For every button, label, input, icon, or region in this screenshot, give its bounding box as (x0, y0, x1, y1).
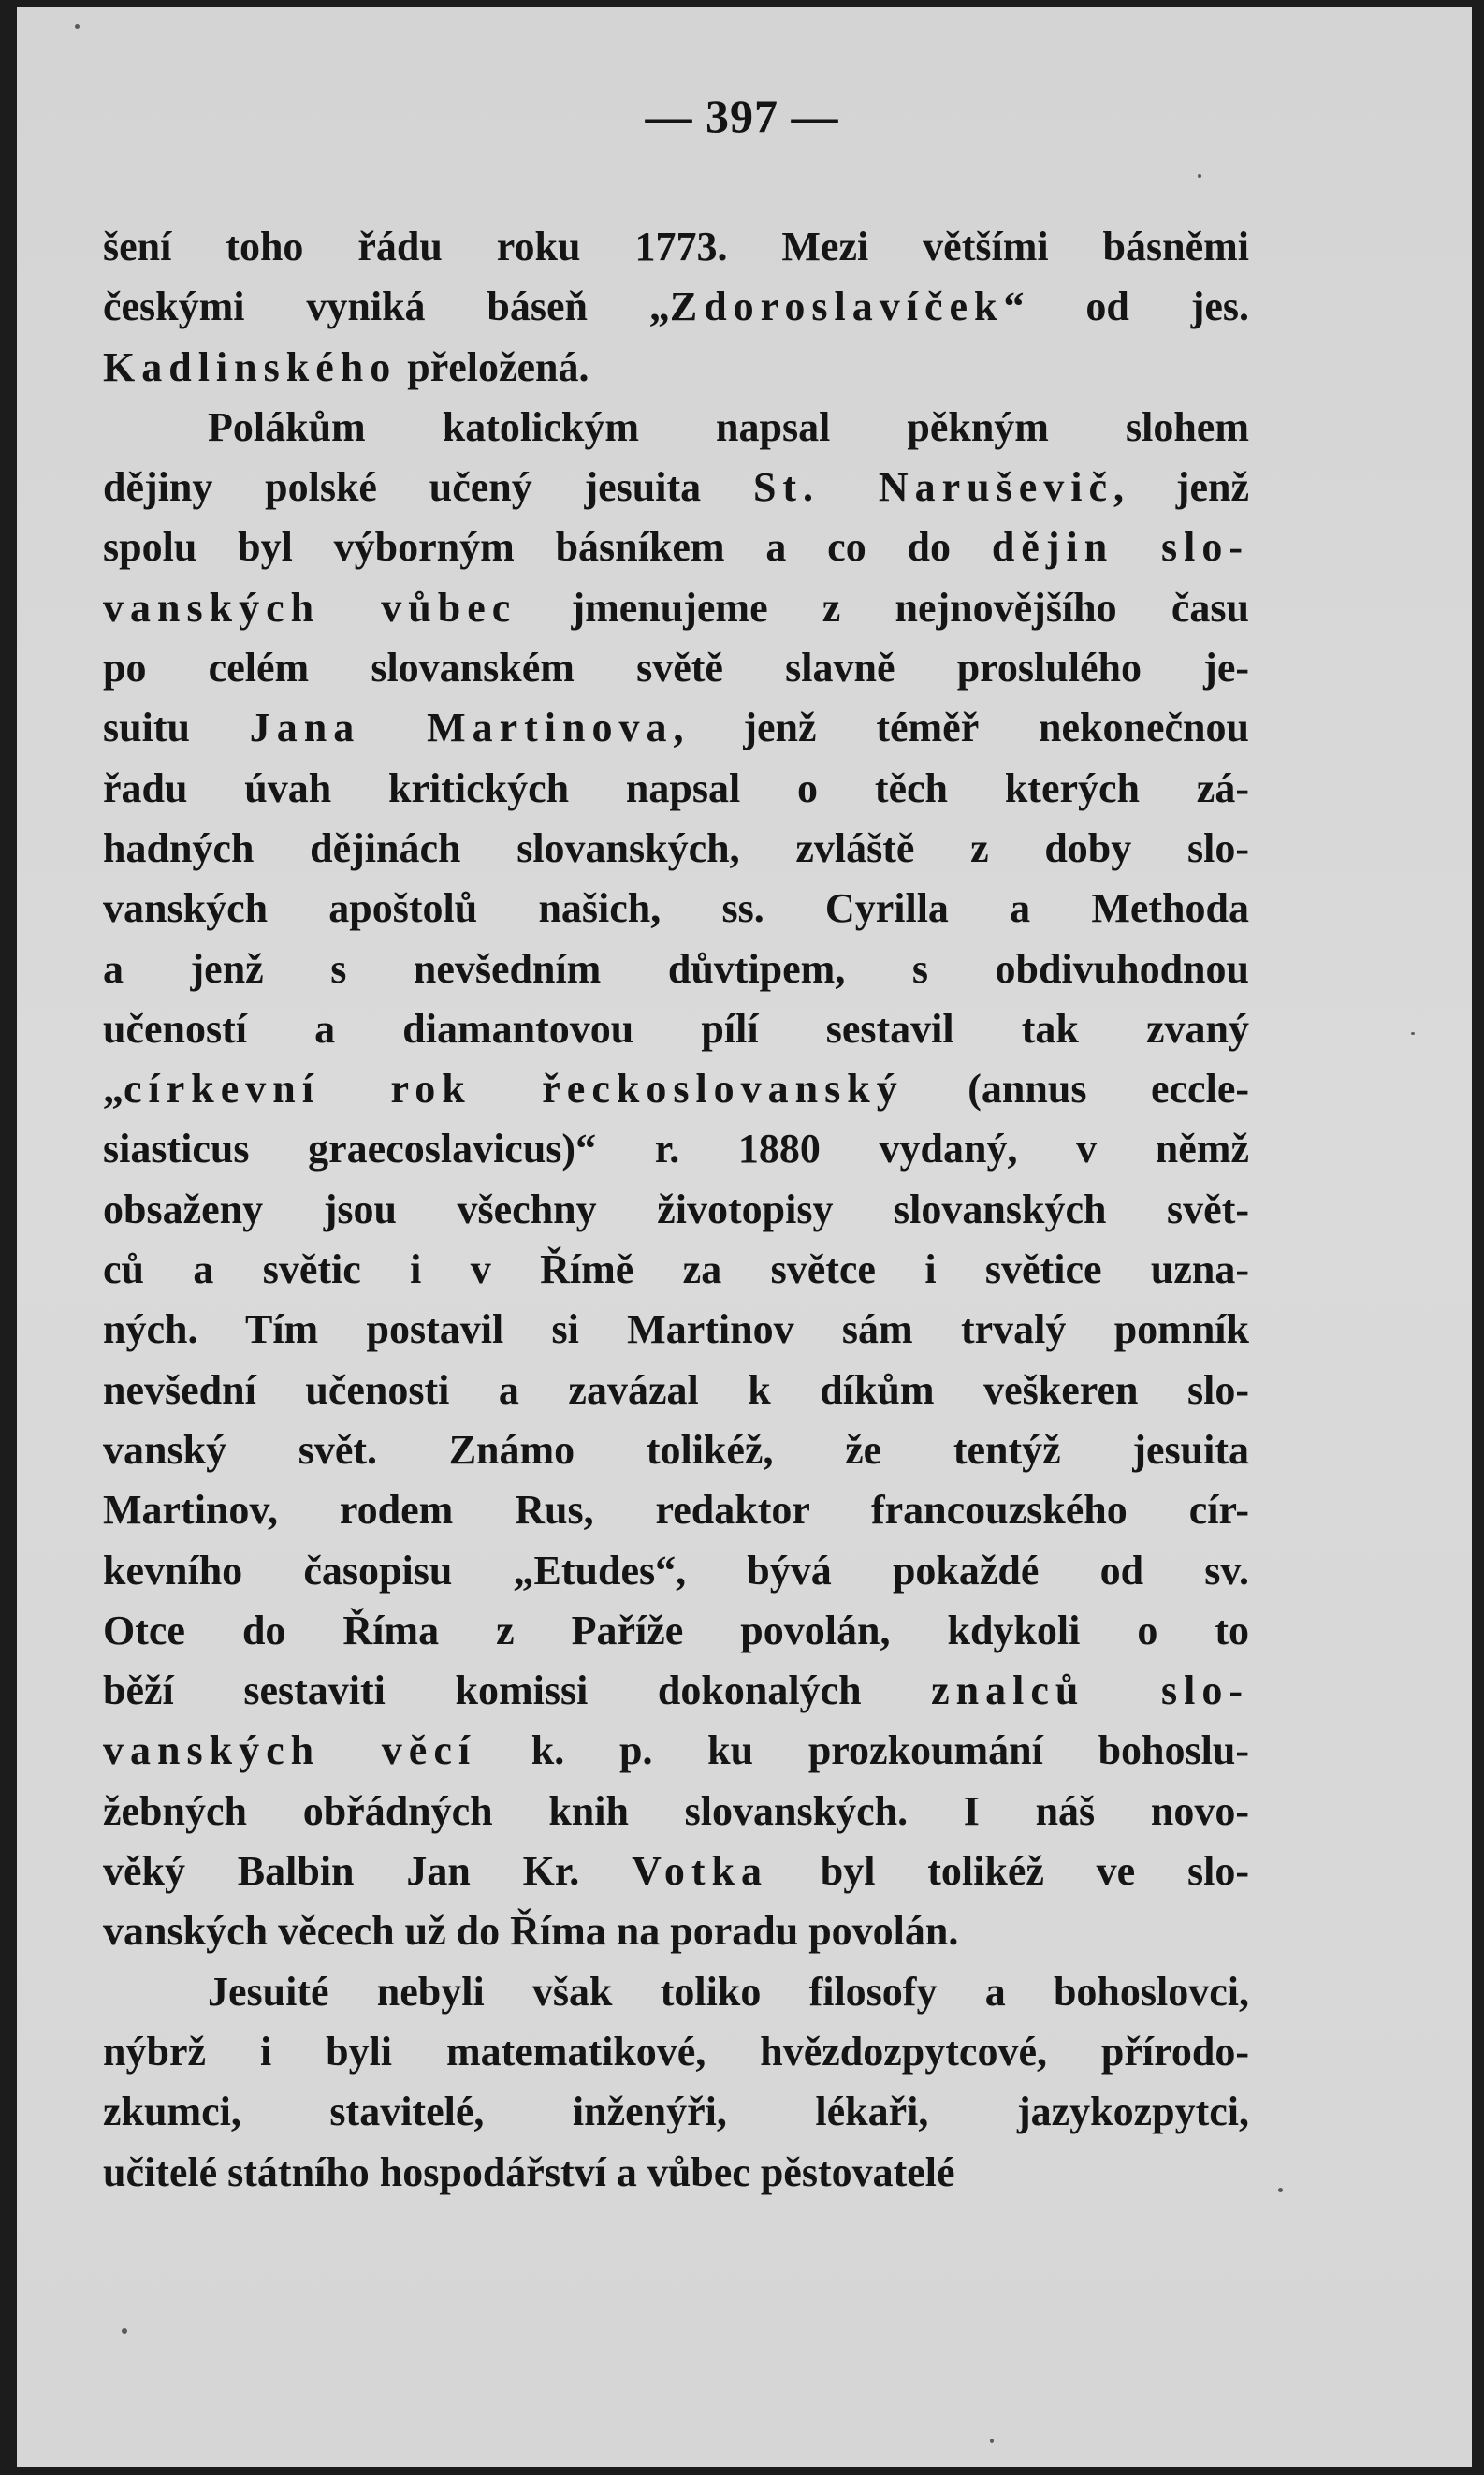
text-line (103, 338, 1249, 398)
text-line (103, 1240, 1249, 1300)
text-segment: “ od jes. (1003, 284, 1249, 330)
text-segment: řadu úvah kritických napsal o těch kterých zá- (103, 764, 1249, 811)
text-line (103, 1300, 1249, 1360)
spaced-emphasis: znalců slo- (931, 1667, 1249, 1714)
text-segment: ných. Tím postavil si Martinov sám trvalý pomník (103, 1306, 1249, 1353)
speck (122, 2328, 127, 2334)
spaced-emphasis: Votka (632, 1848, 768, 1895)
spaced-emphasis: Jana Martinova (249, 705, 674, 751)
speck (990, 2439, 994, 2443)
text-line (103, 2022, 1249, 2082)
text-line (103, 1601, 1249, 1661)
text-line (103, 1480, 1249, 1540)
text-line (103, 1119, 1249, 1179)
text-segment: Jesuité nebyli však toliko filosofy a bohoslovci, (208, 1968, 1249, 2015)
text-segment: siasticus graecoslavicus)“ r. 1880 vydaný, v němž (103, 1126, 1249, 1172)
spaced-emphasis: vanských vůbec (103, 584, 517, 631)
text-line (103, 1180, 1249, 1240)
text-segment: , jenž (1113, 464, 1249, 511)
text-line (103, 1420, 1249, 1480)
text-line (103, 1962, 1249, 2022)
text-segment: Martinov, rodem Rus, redaktor francouzského cír- (103, 1487, 1249, 1534)
text-line (103, 638, 1249, 698)
text-segment: běží sestaviti komissi dokonalých (103, 1667, 932, 1714)
text-segment: ců a světic i v Římě za světce i světice uzna- (103, 1246, 1249, 1293)
text-line (103, 939, 1249, 999)
text-segment: jmenujeme z nejnovějšího času (516, 584, 1249, 631)
text-line (103, 819, 1249, 879)
text-segment: a jenž s nevšedním důvtipem, s obdivuhodnou (103, 945, 1249, 992)
spaced-emphasis: církevní rok řeckoslovanský (124, 1066, 904, 1113)
text-segment: šení toho řádu roku 1773. Mezi většími básněmi (103, 224, 1249, 269)
text-line (103, 517, 1249, 577)
body-text (103, 217, 1249, 2203)
text-segment: nýbrž i byli matematikové, hvězdozpytcové, přírodo- (103, 2028, 1249, 2075)
text-line (103, 1901, 1249, 1961)
text-line (103, 698, 1249, 758)
text-segment: obsaženy jsou všechny životopisy slovanských svět- (103, 1186, 1249, 1232)
text-line (103, 1721, 1249, 1781)
spaced-emphasis: Zdoroslavíček (669, 284, 1004, 330)
text-segment: „ (103, 1066, 124, 1113)
text-segment: (annus eccle- (903, 1066, 1249, 1113)
spaced-emphasis: dějin slo- (991, 524, 1249, 571)
text-line (103, 999, 1249, 1059)
speck (1278, 2188, 1283, 2192)
text-segment: učitelé státního hospodářství a vůbec pěstovatelé (103, 2148, 955, 2195)
text-line (103, 217, 1249, 277)
text-line (103, 879, 1249, 939)
text-line (103, 1842, 1249, 1901)
speck (75, 24, 80, 29)
page-number: — 397 — (645, 90, 839, 142)
text-segment: byl tolikéž ve slo- (767, 1848, 1249, 1895)
text-segment: Otce do Říma z Paříže povolán, kdykoli o to (103, 1607, 1249, 1653)
text-line (103, 1361, 1249, 1420)
text-line (103, 458, 1249, 517)
text-segment: učeností a diamantovou pílí sestavil tak zvaný (103, 1005, 1249, 1052)
text-segment: vanských věcech už do Říma na poradu povolán. (103, 1908, 959, 1955)
text-segment: dějiny polské učený jesuita (103, 464, 753, 511)
text-line (103, 1782, 1249, 1842)
text-line (103, 277, 1249, 337)
text-segment: zkumci, stavitelé, inženýři, lékaři, jazykozpytci, (103, 2089, 1249, 2135)
spaced-emphasis: St. Naruševič (752, 464, 1114, 511)
text-line (103, 2082, 1249, 2142)
text-line (103, 578, 1249, 638)
text-segment: věký Balbin Jan Kr. (103, 1848, 633, 1895)
text-line (103, 1059, 1249, 1119)
text-segment: českými vyniká báseň „ (103, 284, 670, 330)
spaced-emphasis: vanských věcí (103, 1727, 477, 1774)
text-segment: přeložená. (397, 343, 589, 390)
text-line (103, 398, 1249, 458)
text-line (103, 759, 1249, 819)
text-segment: , jenž téměř nekonečnou (673, 705, 1249, 751)
text-segment: žebných obřádných knih slovanských. I náš novo- (103, 1787, 1249, 1834)
text-line (103, 1541, 1249, 1601)
text-segment: vanský svět. Známo tolikéž, že tentýž jesuita (103, 1426, 1249, 1473)
text-line (103, 2143, 1249, 2203)
text-line (103, 1661, 1249, 1721)
speck (1198, 174, 1201, 178)
text-segment: kevního časopisu „Etudes“, bývá pokaždé od sv. (103, 1547, 1249, 1594)
text-segment: suitu (103, 705, 250, 751)
text-segment: hadných dějinách slovanských, zvláště z doby slo- (103, 824, 1249, 871)
text-segment: k. p. ku prozkoumání bohoslu- (476, 1727, 1249, 1774)
text-segment: po celém slovanském světě slavně proslulého je- (103, 645, 1249, 692)
text-segment: Polákům katolickým napsal pěkným slohem (208, 403, 1249, 450)
text-segment: nevšední učenosti a zavázal k díkům veškeren slo- (103, 1366, 1249, 1413)
spaced-emphasis: Kadlinského (103, 343, 398, 390)
text-segment: spolu byl výborným básníkem a co do (103, 524, 992, 571)
speck (1411, 1032, 1415, 1035)
text-segment: vanských apoštolů našich, ss. Cyrilla a Methoda (103, 885, 1249, 932)
